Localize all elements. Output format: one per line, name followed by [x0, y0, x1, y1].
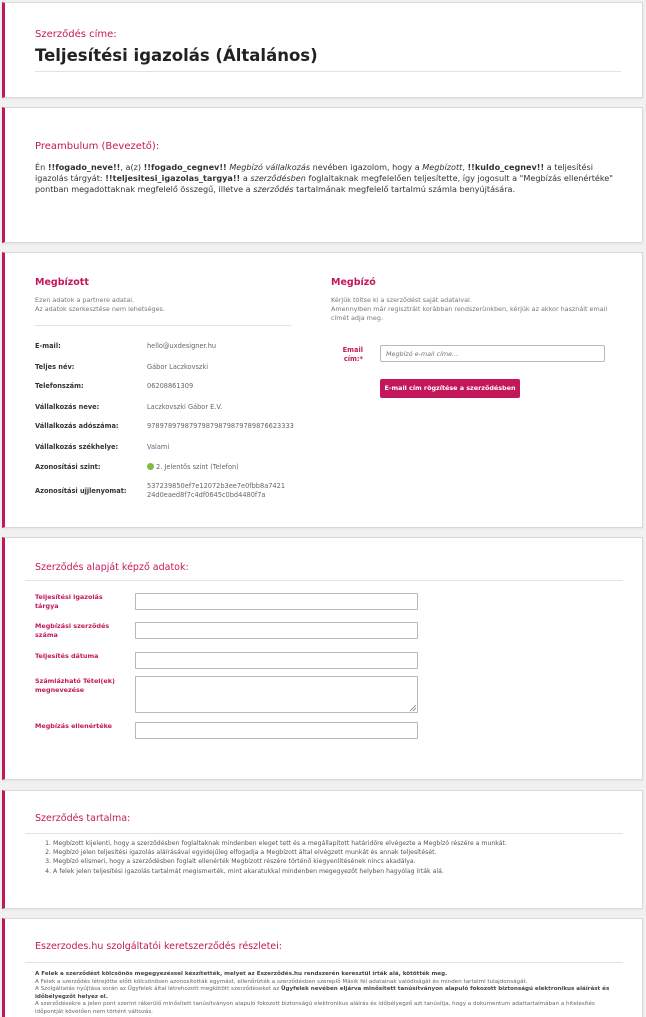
field-key: E-mail: [35, 342, 61, 350]
divider [35, 325, 291, 326]
list-item: 3. Megbízó elismeri, hogy a szerződésben foglalt ellenérték Megbízott részére történő kiegyenlítésének nincs akadálya. [53, 857, 613, 866]
contract-title-card [2, 2, 643, 98]
status-dot-icon [147, 463, 154, 470]
list-item: 2. Megbízó jelen teljesítési igazolás aláírásával egyidejűleg elfogadja a Megbízott által elvégzett munkát és annak teljesítését. [53, 848, 613, 857]
contractor-sub1: Ezen adatok a partnere adatai. [35, 296, 135, 304]
field-value: 537239850ef7e12072b3ee7e0fbb8a742124d0eaed8f7c4df0645c0bd4480f7a [147, 482, 286, 499]
framework-p2: A Felek a szerződés létrejötte előtt kölcsönösen azonosították egymást, ellenőrizték a szerződésben szereplő Másik fél adatainak valódiságát és minden tartalmi tulajdonságát. [35, 978, 528, 985]
contract-title-label: Szerződés címe: [35, 29, 117, 40]
client-email-label: Email cím:* [342, 346, 363, 363]
resize-handle-icon[interactable] [410, 705, 416, 711]
framework-p1: A Felek a szerződést kölcsönös megegyezéssel készítették, melyet az Eszerződés.hu rendszerén keresztül írták alá, kötötték meg. [35, 971, 448, 977]
contract-content-card [2, 790, 643, 909]
field-label-subject: Teljesítési igazolás tárgya [35, 593, 103, 610]
parties-card [2, 252, 643, 528]
client-title: Megbízó [331, 277, 376, 288]
field-key: Vállalkozás neve: [35, 403, 100, 411]
field-value: Gábor Laczkovszki [147, 363, 209, 371]
field-value: 97897897987979879879879789876623333 [147, 422, 294, 430]
contract-data-card [2, 537, 643, 780]
list-item: 1. Megbízott kijelenti, hogy a szerződésben foglaltaknak mindenben eleget tett és a megállapított határidőre elvégezte a Megbízó részére a munkát. [53, 839, 613, 848]
preamble-card [2, 107, 643, 243]
field-value: hello@uxdesigner.hu [147, 342, 217, 350]
field-key: Teljes név: [35, 363, 75, 371]
contract-content-label: Szerződés tartalma: [35, 813, 131, 824]
fee-input[interactable] [135, 722, 418, 739]
preamble-label: Preambulum (Bevezető): [35, 141, 160, 152]
divider [25, 580, 623, 581]
field-key: Vállalkozás székhelye: [35, 443, 119, 451]
field-value: 06208861309 [147, 382, 194, 390]
client-sub2: Amennyiben már regisztrált korábban rendszerünkben, kérjük az akkor használt email címét adja meg. [331, 305, 608, 322]
framework-label: Eszerzodes.hu szolgáltatói keretszerződés részletei: [35, 941, 282, 952]
contractor-title: Megbízott [35, 277, 89, 288]
contractor-sub2: Az adatok szerkesztése nem lehetséges. [35, 305, 165, 313]
field-value: Valami [147, 443, 170, 451]
divider [25, 962, 623, 963]
completion-date-input[interactable] [135, 652, 418, 669]
field-label-fee: Megbízás ellenértéke [35, 722, 112, 730]
divider [35, 71, 621, 72]
field-label-completion-date: Teljesítés dátuma [35, 652, 99, 660]
subject-input[interactable] [135, 593, 418, 610]
field-key: Telefonszám: [35, 382, 84, 390]
contract-content-list [53, 829, 613, 876]
field-value: Laczkovszki Gábor E.V. [147, 403, 223, 411]
field-key: Vállalkozás adószáma: [35, 422, 119, 430]
field-label-billable-items: Számlázható Tétel(ek) megnevezése [35, 677, 115, 694]
client-email-input[interactable] [380, 345, 605, 362]
framework-p3: A Szolgáltatás nyújtása során az Ügyfelek által létrehozott megkötött szerződéseket az Ügyfelek nevében eljárva minősített tanúsítványon alapuló fokozott biztonságú elektronikus aláírást és időbélyegzőt helyez el. [35, 986, 610, 1000]
contract-title: Teljesítési igazolás (Általános) [35, 46, 318, 65]
contract-number-input[interactable] [135, 622, 418, 639]
contract-data-label: Szerződés alapját képző adatok: [35, 562, 189, 573]
framework-text [35, 971, 620, 1016]
client-sub1: Kérjük töltse ki a szerződést saját adataival. [331, 296, 472, 304]
list-item: 4. A felek jelen teljesítési igazolás tartalmát megismerték, mint akaratukkal mindenben megegyezőt helyben hagyólag írták alá. [53, 867, 613, 876]
save-email-button[interactable]: E-mail cím rögzítése a szerződésben [380, 379, 520, 398]
field-value: 2. Jelentős szint (Telefon) [156, 463, 239, 471]
field-label-contract-number: Megbízási szerződés száma [35, 622, 110, 639]
framework-p4: A szerződésekre a jelen pont szerint rákerülő minősített tanúsítványon alapuló fokozott biztonságú elektronikus aláírás és időbélyegző azt tanúsítja, hogy a dokumentum adattartalmában a hitelesítés időpontját követően nem történt változás. [35, 1001, 595, 1015]
framework-card [2, 918, 643, 1017]
field-key: Azonosítási szint: [35, 463, 101, 471]
field-value-wrap [147, 463, 297, 472]
billable-items-textarea[interactable] [135, 676, 418, 713]
preamble-text: Én !!fogado_neve!!, a(z) !!fogado_cegnev!! Megbízó vállalkozás nevében igazolom, hogy a Megbízott, !!kuldo_cegnev!! a teljesítési igazolás tárgyát: !!teljesitesi_igazolas_targya!! a szerződésben foglaltaknak megfelelően teljesítette, így jogosult a "Megbízás ellenértéke" pontban megadottaknak megfelelő összegű, illetve a szerződés tartalmának megfelelő tartalmú számla benyújtására. [35, 162, 613, 194]
field-key: Azonosítási ujjlenyomat: [35, 487, 127, 495]
